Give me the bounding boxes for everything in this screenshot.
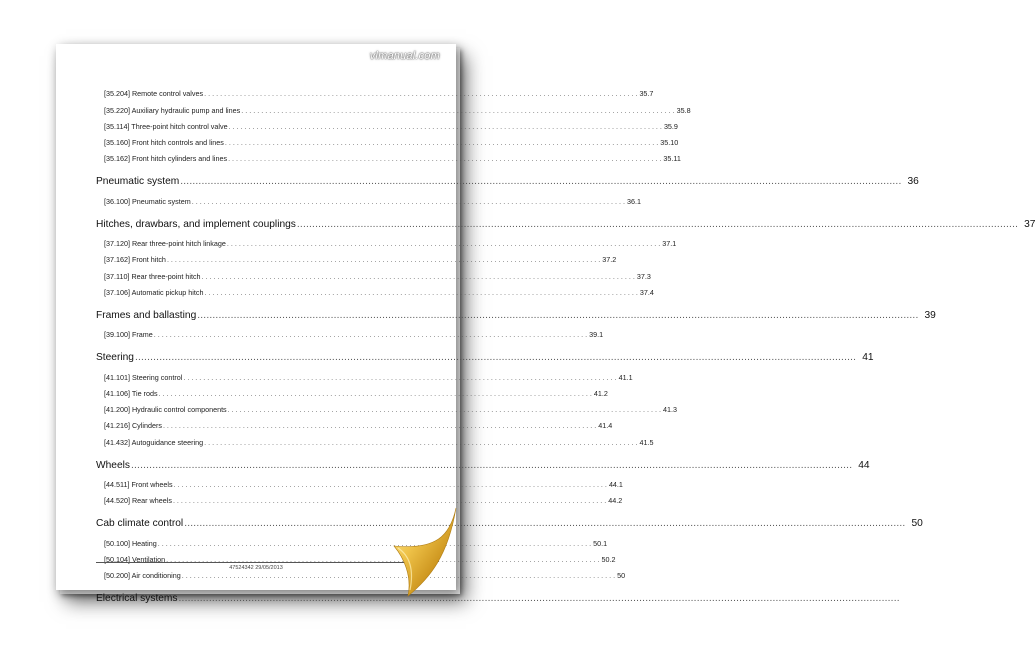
toc-entry[interactable]: [37.110] Rear three-point hitch . . . 37.3 bbox=[104, 264, 436, 280]
toc-section-frames[interactable]: Frames and ballasting ..... 39 bbox=[96, 299, 436, 321]
toc-entry[interactable]: [35.114] Three-point hitch control valve . . . 35.9 bbox=[104, 115, 436, 131]
toc-entry[interactable]: [35.160] Front hitch controls and lines . . . 35.10 bbox=[104, 131, 436, 147]
toc-entry[interactable]: [44.520] Rear wheels . . . 44.2 bbox=[104, 489, 436, 505]
toc-section-hitches[interactable]: Hitches, drawbars, and implement couplings ..... 37 bbox=[96, 208, 436, 230]
toc-section-pneumatic[interactable]: Pneumatic system ..... 36 bbox=[96, 165, 436, 187]
page-curl-icon bbox=[388, 506, 460, 598]
toc-entry[interactable]: [41.200] Hydraulic control components . . . 41.3 bbox=[104, 398, 436, 414]
toc-section-cab-climate[interactable]: Cab climate control ..... 50 bbox=[96, 507, 436, 529]
table-of-contents bbox=[96, 82, 1035, 606]
toc-entry[interactable]: [35.162] Front hitch cylinders and lines . . . 35.11 bbox=[104, 147, 436, 163]
footer-divider bbox=[96, 562, 436, 563]
toc-entry[interactable]: [41.101] Steering control . . . 41.1 bbox=[104, 365, 436, 381]
toc-section-electrical[interactable]: Electrical systems ..... bbox=[96, 582, 436, 604]
page-footer: 47524342 29/05/2013 bbox=[229, 565, 283, 571]
toc-entry[interactable]: [41.216] Cylinders . . . 41.4 bbox=[104, 414, 436, 430]
toc-entry[interactable]: [50.100] Heating . . . 50.1 bbox=[104, 531, 436, 547]
toc-entry[interactable]: [35.220] Auxiliary hydraulic pump and lines . . . 35.8 bbox=[104, 98, 436, 114]
toc-section-steering[interactable]: Steering ..... 41 bbox=[96, 341, 436, 363]
toc-entry[interactable]: [41.106] Tie rods . . . 41.2 bbox=[104, 382, 436, 398]
toc-entry[interactable]: [35.204] Remote control valves . . . 35.7 bbox=[104, 82, 436, 98]
toc-entry[interactable]: [44.511] Front wheels . . . 44.1 bbox=[104, 473, 436, 489]
toc-entry[interactable]: [37.120] Rear three-point hitch linkage . . . 37.1 bbox=[104, 232, 436, 248]
toc-entry[interactable]: [41.432] Autoguidance steering . . . 41.5 bbox=[104, 430, 436, 446]
watermark: vlmanual.com bbox=[369, 50, 440, 62]
toc-entry[interactable]: [39.100] Frame . . . 39.1 bbox=[104, 323, 436, 339]
toc-entry[interactable]: [37.162] Front hitch . . . 37.2 bbox=[104, 248, 436, 264]
toc-group-hydraulics bbox=[96, 82, 691, 164]
toc-entry[interactable]: [36.100] Pneumatic system . . . 36.1 bbox=[104, 189, 436, 205]
toc-entry[interactable]: [50.104] Ventilation . . . 50.2 bbox=[104, 548, 436, 564]
toc-section-wheels[interactable]: Wheels ..... 44 bbox=[96, 449, 436, 471]
toc-entry[interactable]: [50.200] Air conditioning . . . 50 bbox=[104, 564, 436, 580]
toc-entry[interactable]: [37.106] Automatic pickup hitch . . . 37.4 bbox=[104, 281, 436, 297]
